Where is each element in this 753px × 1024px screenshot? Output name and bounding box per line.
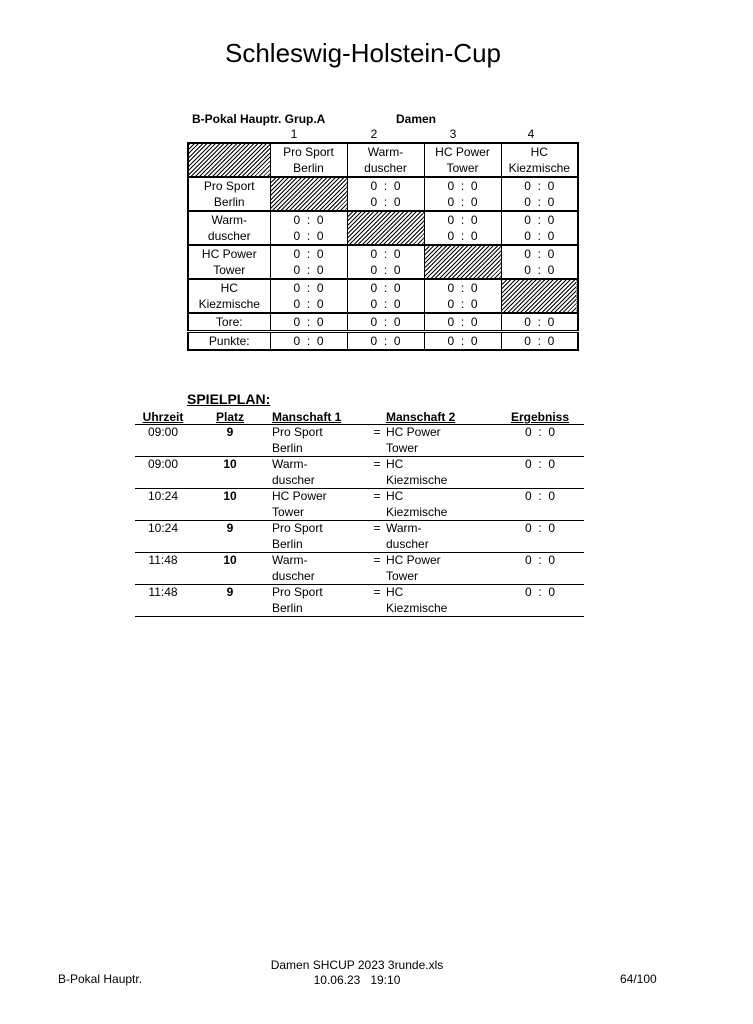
- match-team2: HC Power Tower: [386, 425, 441, 455]
- column-header: HC Kiezmische: [501, 143, 578, 177]
- score-cell: 0 : 0 0 : 0: [424, 211, 501, 245]
- match-team2: HC Kiezmische: [386, 585, 448, 615]
- column-header: HC Power Tower: [424, 143, 501, 177]
- footer-filename: Damen SHCUP 2023 3runde.xls: [270, 958, 444, 972]
- column-header: Pro Sport Berlin: [270, 143, 347, 177]
- punkte-cell: 0 : 0: [424, 332, 501, 351]
- match-result: 0 : 0: [524, 457, 556, 471]
- match-team1: Pro Sport Berlin: [272, 585, 323, 615]
- column-number: 1: [290, 127, 298, 141]
- match-result: 0 : 0: [524, 521, 556, 535]
- match-team1: Warm- duscher: [272, 457, 315, 487]
- table-row: [135, 489, 584, 521]
- group-name: B-Pokal Hauptr. Grup.A: [192, 112, 326, 126]
- footer-section: B-Pokal Hauptr.: [58, 972, 143, 986]
- match-time: 09:00: [147, 457, 179, 471]
- header-team2: Manschaft 2: [386, 410, 456, 424]
- match-vs: =: [373, 425, 381, 439]
- score-cell: 0 : 0 0 : 0: [270, 279, 347, 313]
- tore-cell: 0 : 0: [347, 313, 424, 332]
- match-time: 11:48: [148, 585, 178, 599]
- column-number: 3: [449, 127, 457, 141]
- table-row: [135, 425, 584, 457]
- row-header: Pro Sport Berlin: [188, 177, 270, 211]
- match-platz: 9: [226, 425, 234, 439]
- row-header: HC Power Tower: [188, 245, 270, 279]
- schedule-header-row: [135, 410, 584, 425]
- match-team2: HC Kiezmische: [386, 489, 448, 519]
- match-team1: HC Power Tower: [272, 489, 327, 519]
- punkte-cell: 0 : 0: [501, 332, 578, 351]
- results-matrix: [187, 142, 579, 351]
- table-row: [135, 521, 584, 553]
- header-result: Ergebniss: [510, 410, 570, 424]
- schedule-table: [135, 410, 584, 617]
- punkte-label: Punkte:: [188, 332, 270, 351]
- match-result: 0 : 0: [524, 585, 556, 599]
- match-platz: 10: [223, 553, 237, 567]
- tore-label: Tore:: [188, 313, 270, 332]
- match-vs: =: [373, 521, 381, 535]
- score-cell: 0 : 0 0 : 0: [501, 245, 578, 279]
- footer-datetime: 10.06.23 19:10: [313, 973, 401, 987]
- match-team2: HC Power Tower: [386, 553, 441, 583]
- header-platz: Platz: [215, 410, 244, 424]
- score-cell: 0 : 0 0 : 0: [347, 177, 424, 211]
- header-spacer: [368, 410, 386, 425]
- column-number: 2: [370, 127, 378, 141]
- match-result: 0 : 0: [524, 553, 556, 567]
- score-cell: 0 : 0 0 : 0: [501, 211, 578, 245]
- tore-cell: 0 : 0: [424, 313, 501, 332]
- schedule-heading: SPIELPLAN:: [187, 391, 271, 407]
- table-row: [135, 585, 584, 617]
- match-result: 0 : 0: [524, 425, 556, 439]
- match-vs: =: [373, 489, 381, 503]
- match-time: 10:24: [147, 521, 179, 535]
- score-cell: 0 : 0 0 : 0: [270, 211, 347, 245]
- row-header: Warm- duscher: [188, 211, 270, 245]
- punkte-cell: 0 : 0: [347, 332, 424, 351]
- table-row: [135, 553, 584, 585]
- column-number: 4: [527, 127, 535, 141]
- diagonal-cell: [347, 211, 424, 245]
- match-platz: 9: [226, 585, 234, 599]
- match-result: 0 : 0: [524, 489, 556, 503]
- punkte-cell: 0 : 0: [270, 332, 347, 351]
- match-team1: Pro Sport Berlin: [272, 521, 323, 551]
- match-team2: Warm- duscher: [386, 521, 429, 551]
- match-vs: =: [373, 457, 381, 471]
- row-header: HC Kiezmische: [188, 279, 270, 313]
- score-cell: 0 : 0 0 : 0: [424, 279, 501, 313]
- tore-cell: 0 : 0: [270, 313, 347, 332]
- match-platz: 9: [226, 521, 234, 535]
- header-team1: Manschaft 1: [272, 410, 342, 424]
- match-platz: 10: [223, 489, 237, 503]
- page-title: Schleswig-Holstein-Cup: [225, 38, 501, 68]
- score-cell: 0 : 0 0 : 0: [424, 177, 501, 211]
- score-cell: 0 : 0 0 : 0: [501, 177, 578, 211]
- footer-page-number: 64/100: [620, 972, 657, 986]
- column-header: Warm- duscher: [347, 143, 424, 177]
- match-vs: =: [373, 553, 381, 567]
- match-team2: HC Kiezmische: [386, 457, 448, 487]
- diagonal-cell: [424, 245, 501, 279]
- matrix-corner: [188, 143, 270, 177]
- score-cell: 0 : 0 0 : 0: [347, 245, 424, 279]
- tore-cell: 0 : 0: [501, 313, 578, 332]
- match-time: 10:24: [147, 489, 179, 503]
- match-team1: Warm- duscher: [272, 553, 315, 583]
- match-vs: =: [373, 585, 381, 599]
- header-time: Uhrzeit: [142, 410, 184, 424]
- table-row: [135, 457, 584, 489]
- match-platz: 10: [223, 457, 237, 471]
- diagonal-cell: [501, 279, 578, 313]
- match-time: 11:48: [148, 553, 178, 567]
- match-team1: Pro Sport Berlin: [272, 425, 323, 455]
- category-label: Damen: [396, 112, 437, 126]
- match-time: 09:00: [147, 425, 179, 439]
- diagonal-cell: [270, 177, 347, 211]
- score-cell: 0 : 0 0 : 0: [347, 279, 424, 313]
- score-cell: 0 : 0 0 : 0: [270, 245, 347, 279]
